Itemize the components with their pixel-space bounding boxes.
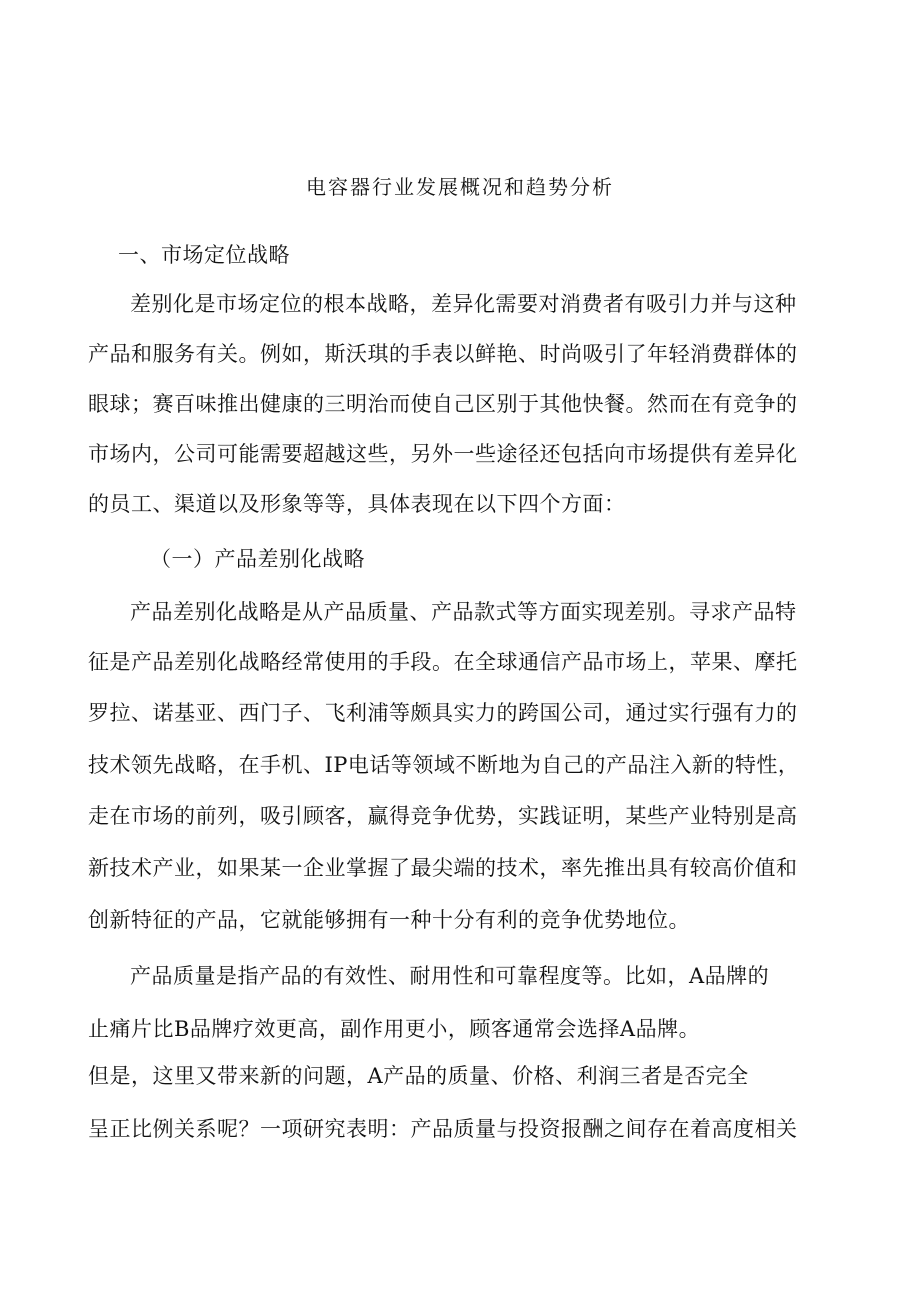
paragraph-line: 技术领先战略，在手机、IP电话等领域不断地为自己的产品注入新的特性， xyxy=(88,753,800,777)
paragraph-line: 征是产品差别化战略经常使用的手段。在全球通信产品市场上，苹果、摩托 xyxy=(88,650,798,674)
paragraph-line: 止痛片比B品牌疗效更高，副作用更小，顾客通常会选择A品牌。 xyxy=(88,1017,701,1041)
paragraph-line: 的员工、渠道以及形象等等，具体表现在以下四个方面： xyxy=(88,492,626,516)
paragraph-line: 产品质量是指产品的有效性、耐用性和可靠程度等。比如，A品牌的 xyxy=(130,964,770,988)
paragraph-line: 罗拉、诺基亚、西门子、飞利浦等颇具实力的跨国公司，通过实行强有力的 xyxy=(88,701,798,725)
paragraph-line: 眼球；赛百味推出健康的三明治而使自己区别于其他快餐。然而在有竞争的 xyxy=(88,392,798,416)
paragraph-line: 但是，这里又带来新的问题，A产品的质量、价格、利润三者是否完全 xyxy=(88,1064,749,1088)
paragraph-line: 走在市场的前列，吸引顾客，赢得竞争优势，实践证明，某些产业特别是高 xyxy=(88,804,798,828)
paragraph-line: 新技术产业，如果某一企业掌握了最尖端的技术，率先推出具有较高价值和 xyxy=(88,856,798,880)
paragraph-line: 市场内，公司可能需要超越这些，另外一些途径还包括向市场提供有差异化 xyxy=(88,442,798,466)
paragraph-line: 呈正比例关系呢？一项研究表明：产品质量与投资报酬之间存在着高度相关 xyxy=(88,1117,798,1141)
paragraph-line: 创新特征的产品，它就能够拥有一种十分有利的竞争优势地位。 xyxy=(88,908,690,932)
subsection-heading: （一）产品差别化战略 xyxy=(150,547,365,571)
paragraph-line: 差别化是市场定位的根本战略，差异化需要对消费者有吸引力并与这种 xyxy=(130,292,797,316)
paragraph-line: 产品差别化战略是从产品质量、产品款式等方面实现差别。寻求产品特 xyxy=(130,600,797,624)
paragraph-line: 产品和服务有关。例如，斯沃琪的手表以鲜艳、时尚吸引了年轻消费群体的 xyxy=(88,342,798,366)
section-heading: 一、市场定位战略 xyxy=(118,243,290,267)
document-title: 电容器行业发展概况和趋势分析 xyxy=(306,175,614,199)
